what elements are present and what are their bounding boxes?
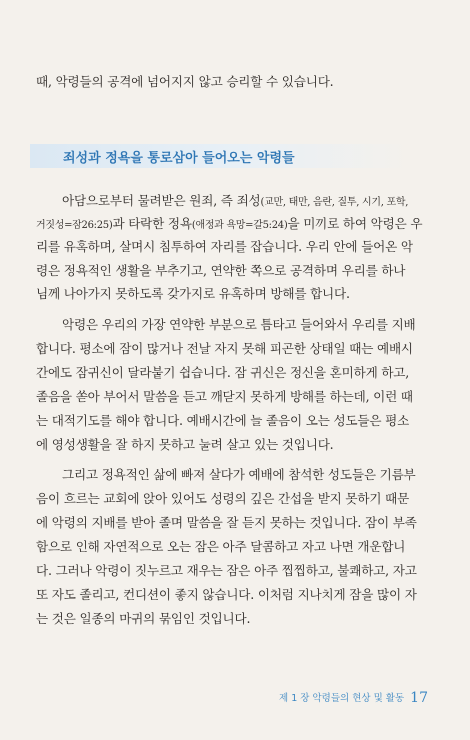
page-footer <box>279 686 428 706</box>
paragraph-3-line-4: 함으로 인해 자연적으로 오는 잠은 아주 달콤하고 자고 나면 개운합니 <box>36 539 406 554</box>
paragraph-2-line-6: 에 영성생활을 잘 하지 못하고 눌려 살고 있는 것입니다. <box>36 437 334 452</box>
paragraph-1-line-3: 리를 유혹하며, 살며시 침투하여 자리를 잡습니다. 우리 안에 들어온 악 <box>36 239 413 254</box>
paragraph-1-line-1: 아담으로부터 물려받은 원죄, 즉 죄성(교만, 태만, 음란, 질투, 시기, 포학, <box>62 193 409 208</box>
paragraph-3-line-3: 에 악령의 지배를 받아 졸며 말씀을 잘 듣지 못하는 것입니다. 잠이 부족 <box>36 515 417 530</box>
section-heading: 죄성과 정욕을 통로삼아 들어오는 악령들 <box>63 151 295 166</box>
paragraph-3-line-1: 그리고 정욕적인 삶에 빠져 살다가 예배에 참석한 성도들은 기름부 <box>62 467 416 482</box>
section-heading-band <box>30 144 410 168</box>
paragraph-2-line-5: 는 대적기도를 해야 합니다. 예배시간에 늘 졸음이 오는 성도들은 평소 <box>36 413 410 428</box>
paragraph-2-line-4: 졸음을 쏟아 부어서 말씀을 듣고 깨닫지 못하게 방해를 하는데, 이런 때 <box>36 389 413 404</box>
paragraph-2-line-2: 합니다. 평소에 잠이 많거나 전날 자지 못해 피곤한 상태일 때는 예배시 <box>36 341 413 356</box>
paragraph-1-line-2: 거짓성=잠26:25)과 타락한 정욕(애정과 욕망=갈5:24)을 미끼로 하여 악령은 우 <box>36 216 423 231</box>
paragraph-3-line-2: 음이 흐르는 교회에 앉아 있어도 성령의 깊은 간섭을 받지 못하기 때문 <box>36 491 410 506</box>
paragraph-3-line-5: 다. 그러나 악령이 짓누르고 재우는 잠은 아주 찝찝하고, 불쾌하고, 자고 <box>36 563 417 578</box>
paragraph-1-line-5: 님께 나아가지 못하도록 갖가지로 유혹하며 방해를 합니다. <box>36 286 350 301</box>
paragraph-3-line-7: 는 것은 일종의 마귀의 묶임인 것입니다. <box>36 611 251 626</box>
chapter-title: 제 1 장 악령들의 현상 및 활동 <box>279 693 405 704</box>
paragraph-2-line-3: 간에도 잠귀신이 달라붙기 쉽습니다. 잠 귀신은 정신을 혼미하게 하고, <box>36 365 410 380</box>
paragraph-1-line-4: 령은 정욕적인 생활을 부추기고, 연약한 쪽으로 공격하며 우리를 하나 <box>36 263 406 278</box>
intro-line: 때, 악령들의 공격에 넘어지지 않고 승리할 수 있습니다. <box>36 74 334 89</box>
paragraph-2-line-1: 악령은 우리의 가장 연약한 부분으로 틈타고 들어와서 우리를 지배 <box>62 317 416 332</box>
paragraph-3-line-6: 또 자도 졸리고, 컨디션이 좋지 않습니다. 이처럼 지나치게 잠을 많이 자 <box>36 587 417 602</box>
page-number: 17 <box>410 690 428 706</box>
